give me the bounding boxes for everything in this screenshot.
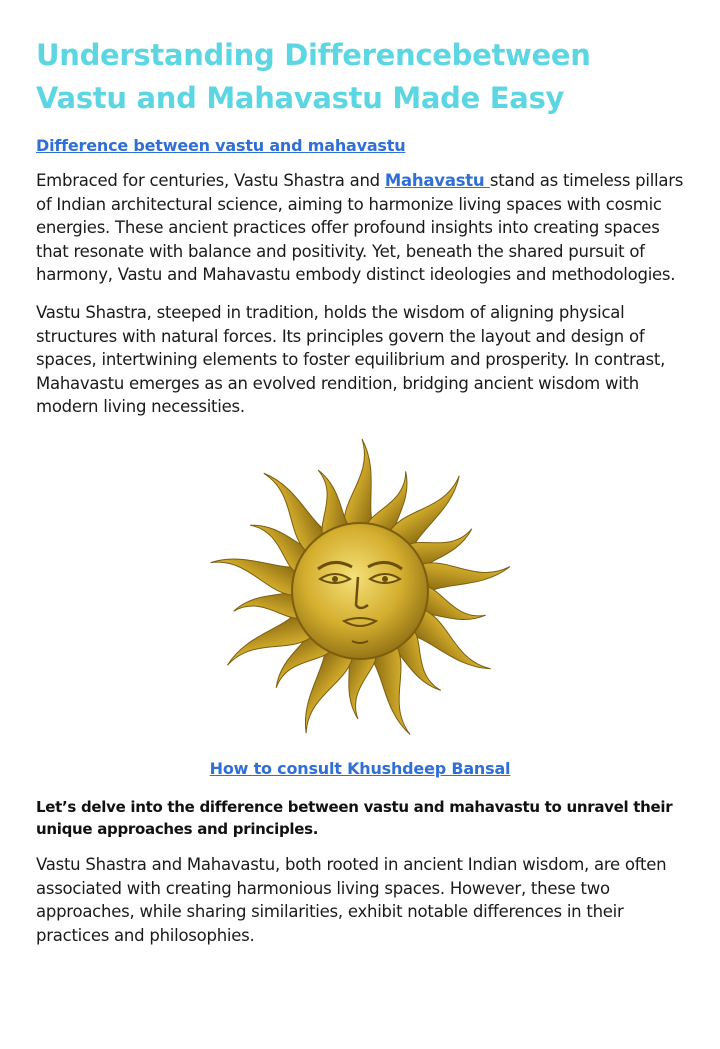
vastu-paragraph: Vastu Shastra, steeped in tradition, holds the wisdom of aligning physical structures with natural forces. Its principles govern the layout and design of spaces, intertwining elements to foster equilibrium and prosperity. In contrast, Mahavastu emerges as an evolved rendition, bridging ancient wisdom with modern living necessities. bbox=[36, 302, 666, 417]
image-caption bbox=[36, 759, 684, 778]
consult-link[interactable]: How to consult Khushdeep Bansal bbox=[209, 758, 511, 778]
difference-link[interactable]: Difference between vastu and mahavastu bbox=[36, 136, 406, 155]
page-title: Understanding Differencebetween Vastu and Mahavastu Made Easy bbox=[36, 38, 591, 115]
intro-text-before: Embraced for centuries, Vastu Shastra and bbox=[36, 171, 385, 190]
mahavastu-link[interactable]: Mahavastu bbox=[384, 171, 490, 190]
sun-face-icon bbox=[200, 435, 520, 747]
sun-ray bbox=[344, 439, 375, 531]
comparison-paragraph: Vastu Shastra and Mahavastu, both rooted in ancient Indian wisdom, are often associated with creating harmonious living spaces. However, these two approaches, while sharing similarities, exhibit notable differences in their practices and philosophies. bbox=[36, 854, 667, 945]
intro-paragraph bbox=[36, 169, 684, 287]
sun-image bbox=[36, 435, 684, 747]
bold-lead-paragraph: Let’s delve into the difference between vastu and mahavastu to unravel their unique approaches and principles. bbox=[36, 797, 673, 839]
intro-text-after: stand as timeless pillars of Indian architectural science, aiming to harmonize living spaces with cosmic energies. These ancient practices offer profound insights into creating spaces that resonate with balance and positivity. Yet, beneath the shared pursuit of harmony, Vastu and Mahavastu embody distinct ideologies and methodologies. bbox=[36, 171, 684, 285]
